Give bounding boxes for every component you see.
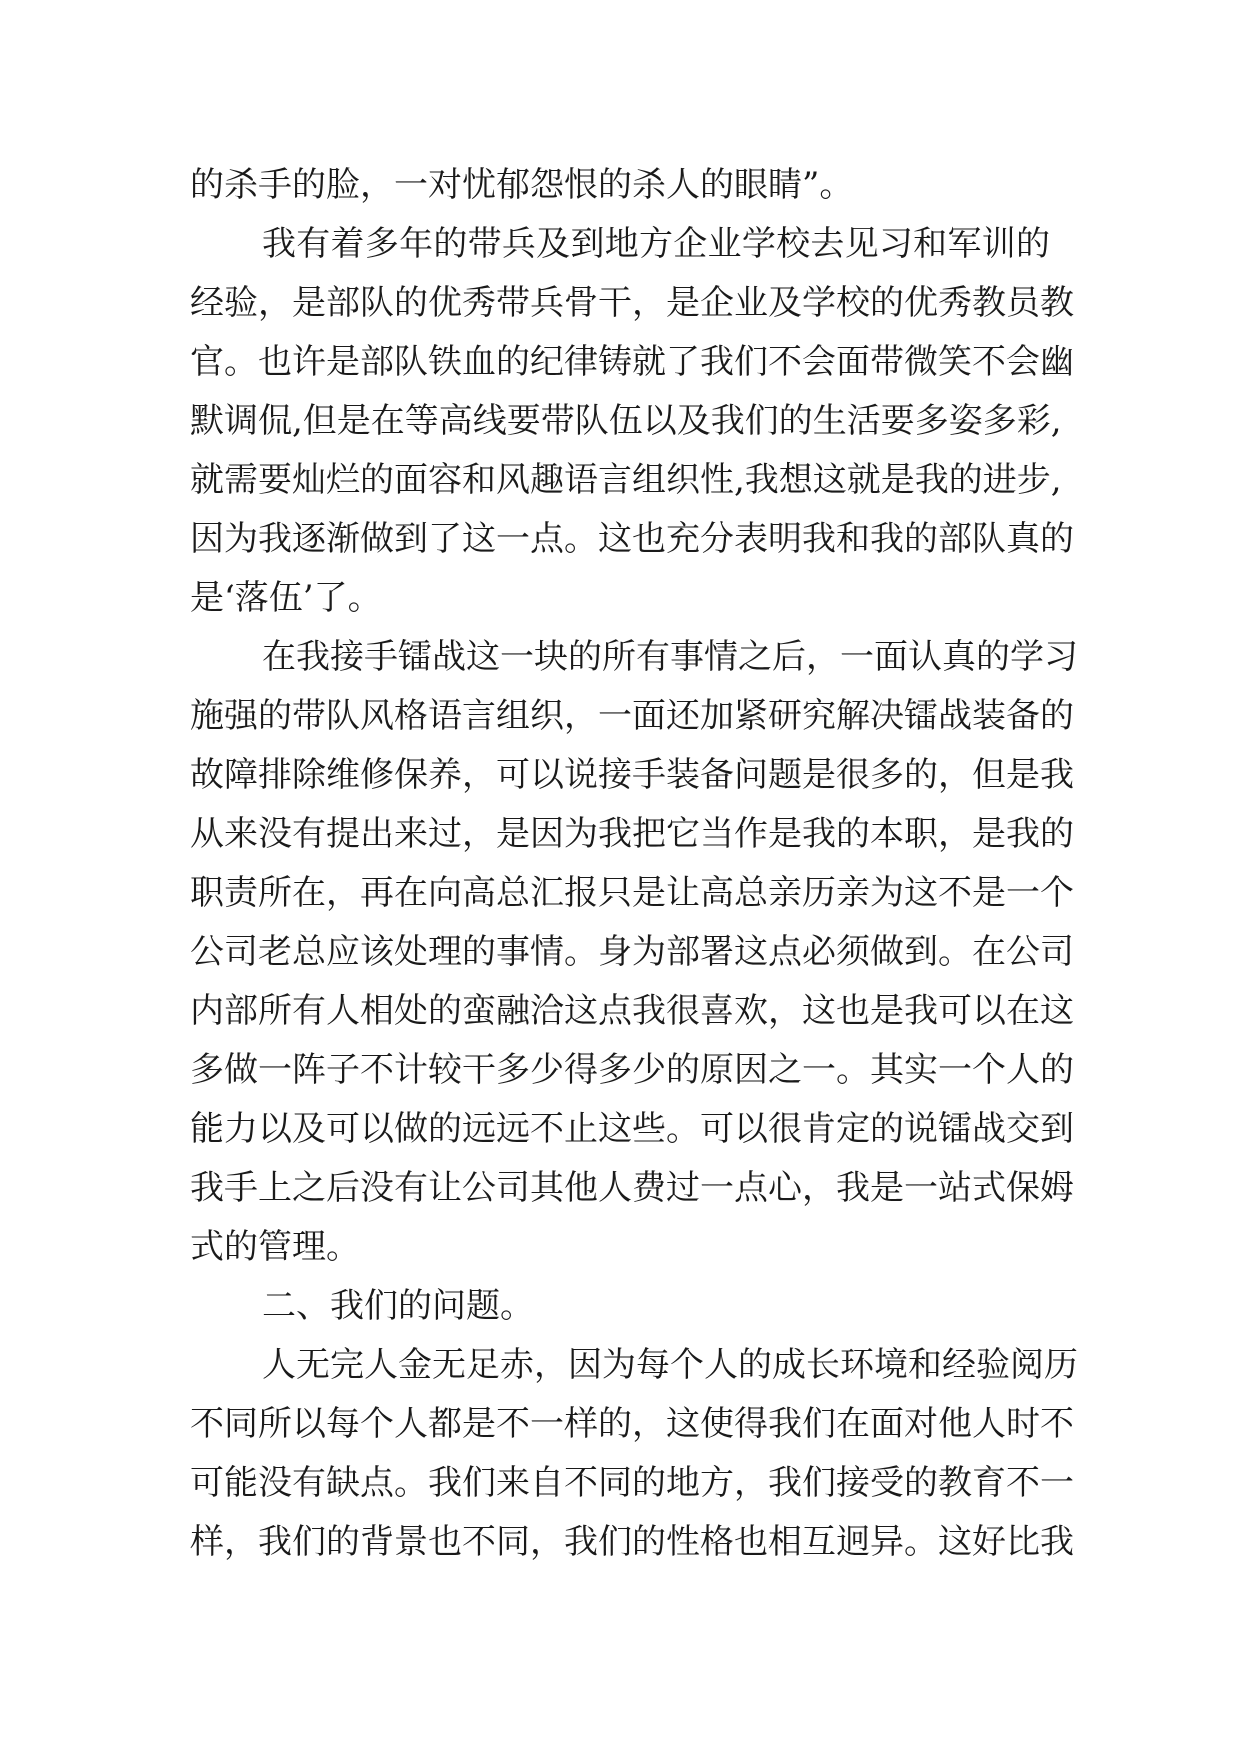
text-line: 是‘落伍’了。	[190, 578, 382, 618]
text-line: 样，我们的背景也不同，我们的性格也相互迥异。这好比我	[190, 1522, 1074, 1562]
paragraph-first-line: 人无完人金无足赤，因为每个人的成长环境和经验阅历	[262, 1345, 1078, 1385]
text-line: 多做一阵子不计较干多少得多少的原因之一。其实一个人的	[190, 1050, 1074, 1090]
text-line: 不同所以每个人都是不一样的，这使得我们在面对他人时不	[190, 1404, 1074, 1444]
text-line: 官。也许是部队铁血的纪律铸就了我们不会面带微笑不会幽	[190, 342, 1074, 382]
text-line: 式的管理。	[190, 1227, 360, 1267]
section-heading: 二、我们的问题。	[262, 1286, 534, 1326]
text-line: 能力以及可以做的远远不止这些。可以很肯定的说镭战交到	[190, 1109, 1074, 1149]
text-line: 公司老总应该处理的事情。身为部署这点必须做到。在公司	[190, 932, 1074, 972]
text-line: 就需要灿烂的面容和风趣语言组织性,我想这就是我的进步,	[190, 460, 1062, 500]
text-line: 的杀手的脸，一对忧郁怨恨的杀人的眼睛”。	[190, 165, 854, 205]
paragraph-first-line: 我有着多年的带兵及到地方企业学校去见习和军训的	[262, 224, 1050, 264]
text-line: 从来没有提出来过，是因为我把它当作是我的本职，是我的	[190, 814, 1074, 854]
text-line: 故障排除维修保养，可以说接手装备问题是很多的，但是我	[190, 755, 1074, 795]
text-line: 我手上之后没有让公司其他人费过一点心，我是一站式保姆	[190, 1168, 1074, 1208]
text-line: 施强的带队风格语言组织，一面还加紧研究解决镭战装备的	[190, 696, 1074, 736]
text-line: 可能没有缺点。我们来自不同的地方，我们接受的教育不一	[190, 1463, 1074, 1503]
text-line: 职责所在，再在向高总汇报只是让高总亲历亲为这不是一个	[190, 873, 1074, 913]
text-line: 内部所有人相处的蛮融洽这点我很喜欢，这也是我可以在这	[190, 991, 1074, 1031]
text-line: 因为我逐渐做到了这一点。这也充分表明我和我的部队真的	[190, 519, 1074, 559]
body-text	[190, 156, 1078, 1572]
paragraph-first-line: 在我接手镭战这一块的所有事情之后，一面认真的学习	[262, 637, 1078, 677]
text-line: 默调侃,但是在等高线要带队伍以及我们的生活要多姿多彩,	[190, 401, 1062, 441]
text-line: 经验，是部队的优秀带兵骨干，是企业及学校的优秀教员教	[190, 283, 1074, 323]
